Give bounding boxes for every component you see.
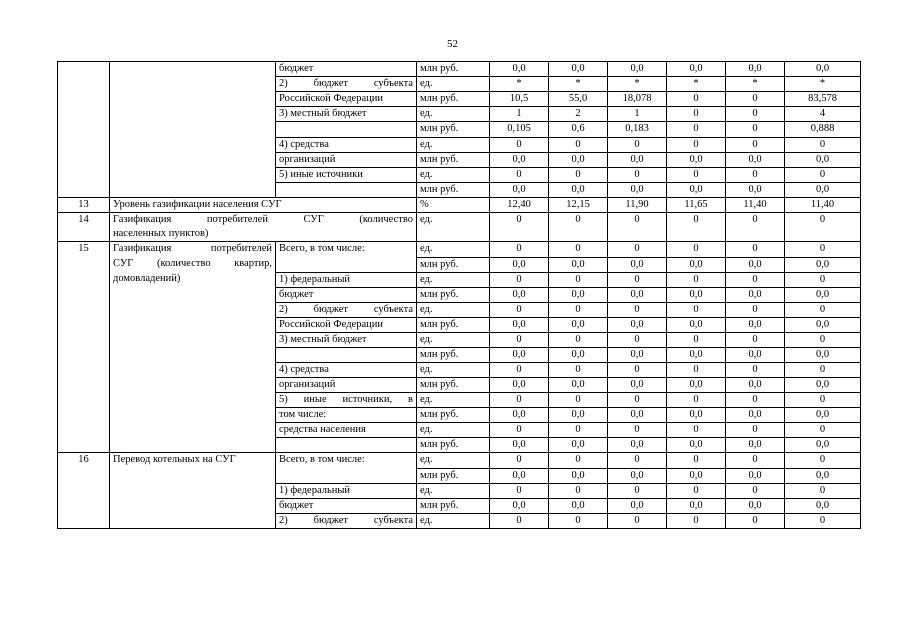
- funding-source-cell: организаций: [276, 378, 417, 393]
- funding-source-cell: 3) местный бюджет: [276, 333, 417, 348]
- unit-cell: ед.: [417, 137, 490, 152]
- year-2-cell: 0: [549, 167, 608, 182]
- year-3-cell: 0,0: [608, 438, 667, 453]
- indicator-name-line: [113, 362, 272, 377]
- unit-cell: млн руб.: [417, 152, 490, 167]
- indicator-name-cell: [110, 242, 276, 453]
- year-5-cell: 0: [726, 453, 785, 469]
- year-4-cell: 0,0: [667, 408, 726, 423]
- year-1-cell: 0: [490, 453, 549, 469]
- year-1-cell: 0: [490, 514, 549, 529]
- year-5-cell: 0,0: [726, 318, 785, 333]
- unit-cell: млн руб.: [417, 92, 490, 107]
- unit-cell: млн руб.: [417, 408, 490, 423]
- funding-source-cell: бюджет: [276, 62, 417, 77]
- year-3-cell: 0,183: [608, 122, 667, 137]
- year-3-cell: 1: [608, 107, 667, 122]
- year-4-cell: 0: [667, 393, 726, 408]
- unit-cell: ед.: [417, 303, 490, 318]
- indicator-name-line: [113, 302, 272, 317]
- funding-source-cell: 2) бюджет субъекта: [276, 303, 417, 318]
- year-5-cell: 0: [726, 92, 785, 107]
- indicator-name-line: [113, 392, 272, 407]
- year-2-cell: 55,0: [549, 92, 608, 107]
- table-row: [58, 62, 861, 77]
- year-3-cell: 0: [608, 484, 667, 499]
- unit-cell: ед.: [417, 484, 490, 499]
- year-2-cell: 0: [549, 242, 608, 258]
- funding-source-cell: [276, 453, 417, 484]
- indicator-name-line: Перевод котельных на СУГ: [113, 454, 236, 465]
- year-5-cell: 0: [726, 213, 785, 242]
- funding-source-line: [279, 468, 413, 483]
- unit-cell: млн руб.: [417, 348, 490, 363]
- year-1-cell: 0,0: [490, 378, 549, 393]
- year-5-cell: 0: [726, 167, 785, 182]
- year-1-cell: 0: [490, 423, 549, 438]
- unit-cell: ед.: [417, 393, 490, 408]
- year-5-cell: 0,0: [726, 348, 785, 363]
- year-1-cell: 0,0: [490, 468, 549, 484]
- funding-source-cell: Российской Федерации: [276, 92, 417, 107]
- year-5-cell: 0: [726, 423, 785, 438]
- year-1-cell: 0,105: [490, 122, 549, 137]
- unit-cell: млн руб.: [417, 62, 490, 77]
- year-4-cell: 0: [667, 423, 726, 438]
- year-3-cell: 11,90: [608, 198, 667, 213]
- indicator-name-line: [113, 287, 272, 302]
- funding-source-line: [279, 257, 413, 272]
- unit-cell: млн руб.: [417, 288, 490, 303]
- unit-cell: ед.: [417, 363, 490, 378]
- year-3-cell: 0: [608, 423, 667, 438]
- total-cell: 0,0: [785, 62, 861, 77]
- total-cell: 0: [785, 393, 861, 408]
- year-3-cell: 0,0: [608, 468, 667, 484]
- year-3-cell: 18,078: [608, 92, 667, 107]
- year-4-cell: 0,0: [667, 378, 726, 393]
- total-cell: 0: [785, 363, 861, 378]
- year-2-cell: 2: [549, 107, 608, 122]
- funding-source-cell: 2) бюджет субъекта: [276, 514, 417, 529]
- year-2-cell: 12,15: [549, 198, 608, 213]
- year-4-cell: 0: [667, 363, 726, 378]
- indicator-name-line: [113, 407, 272, 422]
- year-5-cell: 0,0: [726, 408, 785, 423]
- total-cell: 0,0: [785, 257, 861, 273]
- unit-cell: ед.: [417, 167, 490, 182]
- year-1-cell: 0,0: [490, 152, 549, 167]
- year-5-cell: 0,0: [726, 182, 785, 197]
- funding-source-cell: 3) местный бюджет: [276, 107, 417, 122]
- total-cell: 0,0: [785, 408, 861, 423]
- year-1-cell: 0,0: [490, 182, 549, 197]
- total-cell: 0: [785, 242, 861, 258]
- year-5-cell: 0,0: [726, 468, 785, 484]
- unit-cell: ед.: [417, 453, 490, 469]
- year-5-cell: 11,40: [726, 198, 785, 213]
- row-number-cell: [58, 62, 110, 198]
- year-5-cell: 0: [726, 363, 785, 378]
- year-1-cell: 1: [490, 107, 549, 122]
- unit-cell: ед.: [417, 423, 490, 438]
- indicator-name-line: [113, 317, 272, 332]
- year-5-cell: 0: [726, 107, 785, 122]
- total-cell: 0,0: [785, 499, 861, 514]
- year-4-cell: 0,0: [667, 499, 726, 514]
- unit-cell: млн руб.: [417, 468, 490, 484]
- year-5-cell: 0: [726, 514, 785, 529]
- year-1-cell: 12,40: [490, 198, 549, 213]
- page-number: 52: [447, 38, 458, 50]
- year-3-cell: 0,0: [608, 348, 667, 363]
- indicator-name-line: Газификация потребителей СУГ (количество: [113, 214, 413, 225]
- indicator-name-line: [113, 92, 272, 107]
- year-2-cell: *: [549, 77, 608, 92]
- total-cell: *: [785, 77, 861, 92]
- funding-source-cell: 4) средства: [276, 363, 417, 378]
- year-1-cell: 0,0: [490, 348, 549, 363]
- year-4-cell: 0,0: [667, 318, 726, 333]
- unit-cell: млн руб.: [417, 378, 490, 393]
- year-1-cell: 0: [490, 213, 549, 242]
- year-1-cell: 0,0: [490, 499, 549, 514]
- year-3-cell: 0: [608, 453, 667, 469]
- year-5-cell: 0: [726, 273, 785, 288]
- total-cell: 0: [785, 514, 861, 529]
- year-3-cell: 0,0: [608, 288, 667, 303]
- total-cell: 0: [785, 137, 861, 152]
- year-4-cell: *: [667, 77, 726, 92]
- year-4-cell: 0: [667, 122, 726, 137]
- total-cell: 0: [785, 303, 861, 318]
- year-5-cell: 0,0: [726, 288, 785, 303]
- year-2-cell: 0,0: [549, 408, 608, 423]
- year-2-cell: 0,0: [549, 288, 608, 303]
- year-5-cell: *: [726, 77, 785, 92]
- table-row: [58, 198, 861, 213]
- year-1-cell: 0,0: [490, 288, 549, 303]
- year-3-cell: 0,0: [608, 378, 667, 393]
- year-2-cell: 0,0: [549, 62, 608, 77]
- total-cell: 0: [785, 333, 861, 348]
- year-3-cell: 0,0: [608, 408, 667, 423]
- total-cell: 0,0: [785, 182, 861, 197]
- year-5-cell: 0,0: [726, 438, 785, 453]
- year-3-cell: 0: [608, 393, 667, 408]
- year-2-cell: 0,0: [549, 318, 608, 333]
- year-3-cell: *: [608, 77, 667, 92]
- year-2-cell: 0: [549, 484, 608, 499]
- total-cell: 11,40: [785, 198, 861, 213]
- year-2-cell: 0: [549, 453, 608, 469]
- table-body: [58, 62, 861, 529]
- unit-cell: ед.: [417, 213, 490, 242]
- year-4-cell: 0: [667, 137, 726, 152]
- indicator-name-line: [113, 498, 272, 513]
- indicator-name-line: [113, 107, 272, 122]
- indicator-name-cell: [110, 213, 417, 242]
- funding-source-cell: том числе:: [276, 408, 417, 423]
- year-1-cell: 0: [490, 273, 549, 288]
- indicator-name-line: [113, 468, 272, 483]
- year-4-cell: 0,0: [667, 182, 726, 197]
- indicator-name-line: домовладений): [113, 273, 181, 284]
- indicator-name-line: [113, 182, 272, 197]
- funding-source-cell: 2) бюджет субъекта: [276, 77, 417, 92]
- total-cell: 0,0: [785, 288, 861, 303]
- year-5-cell: 0: [726, 484, 785, 499]
- indicator-name-line: [113, 332, 272, 347]
- year-1-cell: 0: [490, 393, 549, 408]
- year-1-cell: 0,0: [490, 318, 549, 333]
- year-4-cell: 0,0: [667, 438, 726, 453]
- unit-cell: ед.: [417, 273, 490, 288]
- year-4-cell: 11,65: [667, 198, 726, 213]
- year-2-cell: 0,6: [549, 122, 608, 137]
- total-cell: 83,578: [785, 92, 861, 107]
- year-4-cell: 0: [667, 484, 726, 499]
- total-cell: 0: [785, 167, 861, 182]
- year-5-cell: 0,0: [726, 62, 785, 77]
- year-3-cell: 0: [608, 363, 667, 378]
- year-4-cell: 0,0: [667, 62, 726, 77]
- year-2-cell: 0: [549, 213, 608, 242]
- total-cell: 0: [785, 423, 861, 438]
- total-cell: 0: [785, 484, 861, 499]
- funding-source-cell: [276, 182, 417, 197]
- year-2-cell: 0,0: [549, 257, 608, 273]
- indicator-name-line: [113, 513, 272, 528]
- year-4-cell: 0,0: [667, 348, 726, 363]
- year-4-cell: 0: [667, 242, 726, 258]
- year-2-cell: 0: [549, 273, 608, 288]
- year-2-cell: 0: [549, 137, 608, 152]
- indicator-name-cell: [110, 62, 276, 198]
- funding-source-cell: средства населения: [276, 423, 417, 438]
- table-row: [58, 453, 861, 469]
- year-2-cell: 0,0: [549, 438, 608, 453]
- total-cell: 0,0: [785, 438, 861, 453]
- year-1-cell: 0,0: [490, 408, 549, 423]
- unit-cell: ед.: [417, 333, 490, 348]
- total-cell: 0: [785, 213, 861, 242]
- total-cell: 4: [785, 107, 861, 122]
- year-4-cell: 0: [667, 213, 726, 242]
- row-number-cell: 15: [58, 242, 110, 453]
- indicator-name-line: [113, 437, 272, 452]
- funding-source-cell: [276, 438, 417, 453]
- year-4-cell: 0: [667, 167, 726, 182]
- indicator-name-line: [113, 347, 272, 362]
- year-5-cell: 0,0: [726, 378, 785, 393]
- year-4-cell: 0: [667, 273, 726, 288]
- year-3-cell: 0: [608, 303, 667, 318]
- year-2-cell: 0: [549, 393, 608, 408]
- unit-cell: ед.: [417, 77, 490, 92]
- indicator-name-line: [113, 77, 272, 92]
- unit-cell: млн руб.: [417, 257, 490, 273]
- table-row: [58, 242, 861, 258]
- funding-source-cell: 5) иные источники, в: [276, 393, 417, 408]
- year-5-cell: 0: [726, 333, 785, 348]
- year-2-cell: 0: [549, 514, 608, 529]
- year-1-cell: 0: [490, 242, 549, 258]
- year-2-cell: 0: [549, 303, 608, 318]
- year-2-cell: 0,0: [549, 152, 608, 167]
- row-number-cell: 16: [58, 453, 110, 529]
- year-4-cell: 0,0: [667, 468, 726, 484]
- year-5-cell: 0: [726, 393, 785, 408]
- year-4-cell: 0,0: [667, 288, 726, 303]
- year-4-cell: 0: [667, 514, 726, 529]
- year-5-cell: 0,0: [726, 152, 785, 167]
- year-1-cell: *: [490, 77, 549, 92]
- year-1-cell: 0,0: [490, 257, 549, 273]
- indicator-name-line: [113, 483, 272, 498]
- year-4-cell: 0: [667, 453, 726, 469]
- year-2-cell: 0: [549, 423, 608, 438]
- year-1-cell: 0: [490, 363, 549, 378]
- funding-source-cell: бюджет: [276, 499, 417, 514]
- total-cell: 0,0: [785, 468, 861, 484]
- year-2-cell: 0,0: [549, 182, 608, 197]
- funding-source-cell: 5) иные источники: [276, 167, 417, 182]
- funding-source-line: Всего, в том числе:: [279, 243, 365, 254]
- indicator-name-line: [113, 422, 272, 437]
- total-cell: 0: [785, 453, 861, 469]
- indicator-name-line: СУГ (количество квартир,: [113, 258, 272, 269]
- unit-cell: %: [417, 198, 490, 213]
- year-1-cell: 0: [490, 167, 549, 182]
- indicator-name-line: [113, 62, 272, 77]
- total-cell: 0,0: [785, 348, 861, 363]
- funding-source-cell: Российской Федерации: [276, 318, 417, 333]
- year-5-cell: 0: [726, 122, 785, 137]
- funding-source-cell: 4) средства: [276, 137, 417, 152]
- year-3-cell: 0,0: [608, 152, 667, 167]
- indicator-name-line: Газификация потребителей: [113, 243, 272, 254]
- unit-cell: ед.: [417, 242, 490, 258]
- year-3-cell: 0: [608, 137, 667, 152]
- total-cell: 0: [785, 273, 861, 288]
- indicator-name-line: населенных пунктов): [113, 228, 209, 239]
- funding-source-cell: 1) федеральный: [276, 273, 417, 288]
- year-3-cell: 0: [608, 514, 667, 529]
- year-5-cell: 0,0: [726, 257, 785, 273]
- indicator-name-line: [113, 152, 272, 167]
- unit-cell: млн руб.: [417, 318, 490, 333]
- year-2-cell: 0,0: [549, 348, 608, 363]
- indicator-name-line: [113, 137, 272, 152]
- indicator-name-cell: Уровень газификации населения СУГ: [110, 198, 417, 213]
- funding-source-cell: бюджет: [276, 288, 417, 303]
- funding-source-cell: [276, 242, 417, 273]
- year-1-cell: 0: [490, 484, 549, 499]
- indicator-name-line: [113, 122, 272, 137]
- year-2-cell: 0,0: [549, 468, 608, 484]
- total-cell: 0,0: [785, 318, 861, 333]
- funding-source-cell: организаций: [276, 152, 417, 167]
- year-3-cell: 0,0: [608, 318, 667, 333]
- year-3-cell: 0,0: [608, 62, 667, 77]
- year-5-cell: 0: [726, 137, 785, 152]
- year-3-cell: 0: [608, 167, 667, 182]
- year-5-cell: 0: [726, 303, 785, 318]
- funding-source-cell: [276, 122, 417, 137]
- total-cell: 0,0: [785, 152, 861, 167]
- year-4-cell: 0: [667, 92, 726, 107]
- unit-cell: ед.: [417, 107, 490, 122]
- year-2-cell: 0: [549, 363, 608, 378]
- year-4-cell: 0: [667, 107, 726, 122]
- row-number-cell: 13: [58, 198, 110, 213]
- year-3-cell: 0: [608, 213, 667, 242]
- year-3-cell: 0,0: [608, 499, 667, 514]
- year-3-cell: 0: [608, 273, 667, 288]
- year-2-cell: 0,0: [549, 378, 608, 393]
- total-cell: 0,0: [785, 378, 861, 393]
- year-1-cell: 0: [490, 333, 549, 348]
- year-1-cell: 0,0: [490, 62, 549, 77]
- funding-source-line: Всего, в том числе:: [279, 454, 365, 465]
- year-1-cell: 0: [490, 303, 549, 318]
- indicator-name-line: [113, 377, 272, 392]
- funding-source-cell: 1) федеральный: [276, 484, 417, 499]
- year-3-cell: 0,0: [608, 182, 667, 197]
- year-5-cell: 0,0: [726, 499, 785, 514]
- row-number-cell: 14: [58, 213, 110, 242]
- year-2-cell: 0: [549, 333, 608, 348]
- year-2-cell: 0,0: [549, 499, 608, 514]
- indicator-name-line: [113, 167, 272, 182]
- year-1-cell: 0: [490, 137, 549, 152]
- funding-source-cell: [276, 348, 417, 363]
- year-3-cell: 0,0: [608, 257, 667, 273]
- year-4-cell: 0: [667, 333, 726, 348]
- total-cell: 0,888: [785, 122, 861, 137]
- year-1-cell: 0,0: [490, 438, 549, 453]
- unit-cell: млн руб.: [417, 122, 490, 137]
- year-3-cell: 0: [608, 242, 667, 258]
- year-4-cell: 0,0: [667, 257, 726, 273]
- year-1-cell: 10,5: [490, 92, 549, 107]
- year-4-cell: 0,0: [667, 152, 726, 167]
- unit-cell: млн руб.: [417, 182, 490, 197]
- year-4-cell: 0: [667, 303, 726, 318]
- unit-cell: млн руб.: [417, 499, 490, 514]
- year-3-cell: 0: [608, 333, 667, 348]
- indicator-name-cell: [110, 453, 276, 529]
- data-table: [57, 61, 861, 529]
- year-5-cell: 0: [726, 242, 785, 258]
- unit-cell: ед.: [417, 514, 490, 529]
- unit-cell: млн руб.: [417, 438, 490, 453]
